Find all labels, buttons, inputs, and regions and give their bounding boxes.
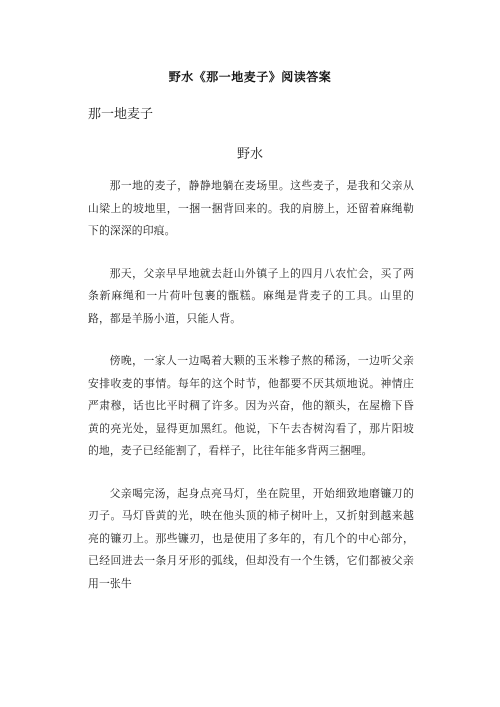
paragraph: 那一地的麦子，静静地躺在麦场里。这些麦子，是我和父亲从山梁上的坡地里，一捆一捆背回来的。我的肩膀上，还留着麻绳勒下的深深的印痕。 [88, 179, 414, 237]
document-title: 野水《那一地麦子》阅读答案 [168, 70, 332, 84]
paragraph: 傍晚，一家人一边喝着大颗的玉米糁子熬的稀汤，一边听父亲安排收麦的事情。每年的这个时节，他都要不厌其烦地说。神情庄严肃穆，话也比平时稠了许多。因为兴奋，他的额头，在屋檐下昏黄的亮光处，显得更加黑红。他说，下午去杏树沟看了，那片阳坡的地，麦子已经能割了，看样子，比往年能多背两三捆哩。 [88, 354, 414, 457]
author-name: 野水 [236, 147, 263, 162]
article-body [88, 175, 414, 615]
section-heading: 那一地麦子 [88, 107, 154, 122]
paragraph: 那天，父亲早早地就去赶山外镇子上的四月八农忙会，买了两条新麻绳和一片荷叶包裹的甑糕。麻绳是背麦子的工具。山里的路，都是羊肠小道，只能人背。 [88, 266, 414, 325]
paragraph: 父亲喝完汤，起身点亮马灯，坐在院里，开始细致地磨镰刀的刃子。马灯昏黄的光，映在他头顶的柿子树叶上，又折射到越来越亮的镰刃上。那些镰刃，也是使用了多年的，有几个的中心部分，已经回进去一条月牙形的弧线，但却没有一个生锈，它们都被父亲用一张牛 [88, 486, 414, 590]
